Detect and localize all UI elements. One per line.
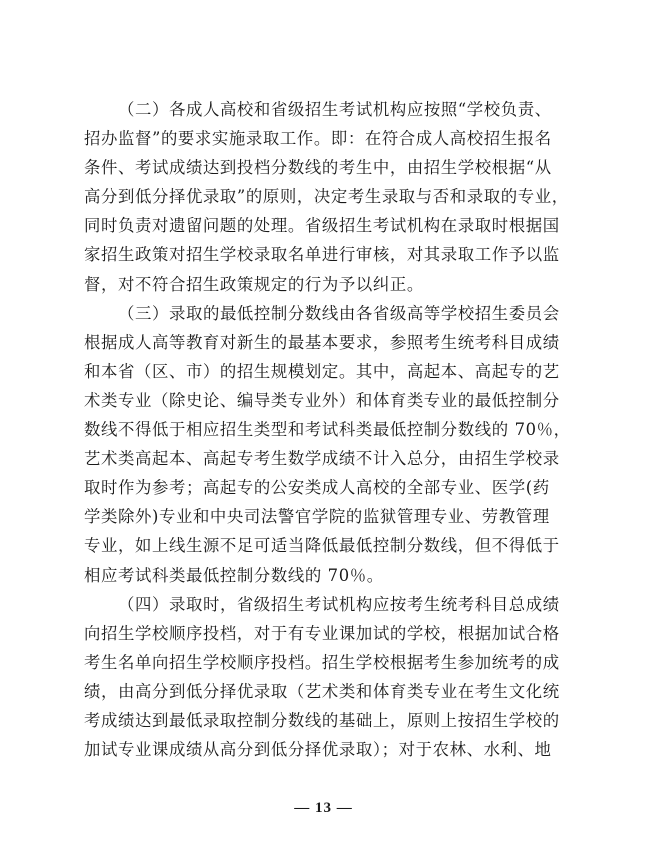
text-line: 同时负责对遗留问题的处理。省级招生考试机构在录取时根据国 xyxy=(84,216,560,236)
text-line: 向招生学校顺序投档，对于有专业课加试的学校，根据加试合格 xyxy=(84,623,560,643)
page-number: — 13 — xyxy=(294,800,353,816)
text-line: 绩，由高分到低分择优录取（艺术类和体育类专业在考生文化统 xyxy=(84,681,560,701)
text-line: 考成绩达到最低录取控制分数线的基础上，原则上按招生学校的 xyxy=(84,710,560,730)
paragraph-4 xyxy=(84,590,572,765)
text-line: 加试专业课成绩从高分到低分择优录取）；对于农林、水利、地 xyxy=(84,740,552,760)
text-line: 数线不得低于相应招生类型和考试科类最低控制分数线的 70％， xyxy=(84,420,571,440)
text-line: 取时作为参考；高起专的公安类成人高校的全部专业、医学(药 xyxy=(84,478,550,498)
text-line: 和本省（区、市）的招生规模划定。其中，高起本、高起专的艺 xyxy=(84,361,560,381)
text-line: （二）各成人高校和省级招生考试机构应按照“学校负责、 xyxy=(118,100,552,119)
text-line: （四）录取时，省级招生考试机构应按考生统考科目总成绩 xyxy=(118,594,560,614)
text-line: 专业，如上线生源不足可适当降低最低控制分数线，但不得低于 xyxy=(84,536,560,556)
text-line: 招办监督”的要求实施录取工作。即：在符合成人高校招生报名 xyxy=(84,129,552,149)
paragraph-2 xyxy=(84,95,572,299)
text-line: 高分到低分择优录取”的原则，决定考生录取与否和录取的专业， xyxy=(84,187,569,207)
text-line: 督，对不符合招生政策规定的行为予以纠正。 xyxy=(84,274,424,294)
text-line: 条件、考试成绩达到投档分数线的考生中，由招生学校根据“从 xyxy=(84,158,552,178)
text-line: 艺术类高起本、高起专考生数学成绩不计入总分，由招生学校录 xyxy=(84,449,560,469)
text-line: 家招生政策对招生学校录取名单进行审核，对其录取工作予以监 xyxy=(84,245,560,265)
text-line: 学类除外)专业和中央司法警官学院的监狱管理专业、劳教管理 xyxy=(84,507,550,527)
text-line: 考生名单向招生学校顺序投档。招生学校根据考生参加统考的成 xyxy=(84,652,560,672)
paragraph-3 xyxy=(84,299,572,590)
document-body xyxy=(84,95,572,764)
text-line: 根据成人高等教育对新生的最基本要求，参照考生统考科目成绩 xyxy=(84,332,560,352)
text-line: 术类专业（除史论、编导类专业外）和体育类专业的最低控制分 xyxy=(84,390,560,410)
text-line: （三）录取的最低控制分数线由各省级高等学校招生委员会 xyxy=(118,303,560,323)
text-line: 相应考试科类最低控制分数线的 70％。 xyxy=(84,565,384,585)
